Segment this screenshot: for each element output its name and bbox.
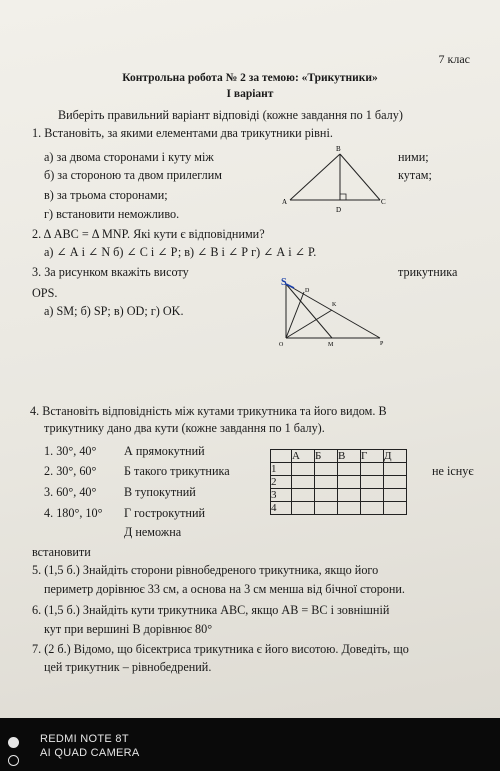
q7-line2: цей трикутник – рівнобедрений. bbox=[44, 660, 212, 674]
answer-cell[interactable] bbox=[361, 463, 384, 476]
grade-label: 7 клас bbox=[438, 52, 470, 66]
q3-options: а) SM; б) SP; в) OD; г) OK. bbox=[44, 304, 184, 318]
q1-option-b: б) за стороною та двом прилеглим bbox=[44, 168, 222, 182]
variant-label: І варіант bbox=[226, 88, 274, 100]
q4-type-a: А прямокутний bbox=[124, 444, 205, 458]
answer-cell[interactable] bbox=[384, 463, 407, 476]
table-corner-cell bbox=[271, 450, 292, 463]
test-title: Контрольна робота № 2 за темою: «Трикутники» bbox=[122, 72, 378, 84]
q1-triangle-figure bbox=[280, 142, 390, 220]
answer-cell[interactable] bbox=[361, 476, 384, 489]
answer-cell[interactable] bbox=[384, 502, 407, 515]
answer-cell[interactable] bbox=[315, 489, 338, 502]
q3-triangle-name: OPS. bbox=[32, 286, 58, 300]
answer-cell[interactable] bbox=[292, 502, 315, 515]
q4-question-line2: трикутнику дано два кути (кожне завдання по 1 балу). bbox=[44, 421, 325, 435]
answer-cell[interactable] bbox=[338, 463, 361, 476]
table-row-label: 2 bbox=[271, 476, 292, 489]
q2-options: а) ∠ А і ∠ N б) ∠ С і ∠ Р; в) ∠ В і ∠ Р г) ∠ А і ∠ Р. bbox=[44, 245, 317, 259]
q1-option-a-tail: ними; bbox=[398, 150, 429, 164]
q1-question: 1. Встановіть, за якими елементами два трикутники рівні. bbox=[32, 126, 333, 140]
q4-angles-1: 1. 30°, 40° bbox=[44, 444, 97, 458]
answer-cell[interactable] bbox=[338, 476, 361, 489]
q4-type-d-tail: встановити bbox=[32, 545, 91, 559]
table-row bbox=[271, 489, 407, 502]
answer-cell[interactable] bbox=[361, 502, 384, 515]
q4-type-d: Д неможна bbox=[124, 525, 182, 539]
q2-question: 2. Δ АВС = Δ MNP. Які кути є відповідними? bbox=[32, 227, 265, 241]
q4-question-line1: 4. Встановіть відповідність між кутами трикутника та його видом. В bbox=[30, 404, 387, 418]
answer-cell[interactable] bbox=[361, 489, 384, 502]
camera-lens-icon bbox=[8, 735, 21, 771]
answer-cell[interactable] bbox=[292, 489, 315, 502]
q7-line1: 7. (2 б.) Відомо, що бісектриса трикутника є його висотою. Доведіть, що bbox=[32, 642, 409, 656]
answer-cell[interactable] bbox=[292, 463, 315, 476]
q4-angles-3: 3. 60°, 40° bbox=[44, 485, 97, 499]
watermark-camera: AI QUAD CAMERA bbox=[40, 747, 140, 759]
table-header-b: Б bbox=[315, 450, 338, 463]
table-row bbox=[271, 502, 407, 515]
q1-label-b: В bbox=[336, 145, 341, 153]
table-header-v: В bbox=[338, 450, 361, 463]
answer-matching-table bbox=[270, 449, 407, 515]
table-header-row bbox=[271, 450, 407, 463]
table-header-a: А bbox=[292, 450, 315, 463]
q3-label-o: O bbox=[279, 342, 284, 348]
q3-question-tail: трикутника bbox=[398, 265, 458, 279]
table-row-label: 1 bbox=[271, 463, 292, 476]
answer-cell[interactable] bbox=[315, 502, 338, 515]
q3-question: 3. За рисунком вкажіть висоту bbox=[32, 265, 189, 279]
q4-angles-2: 2. 30°, 60° bbox=[44, 464, 97, 478]
q3-triangle-figure bbox=[272, 276, 392, 348]
q4-type-g: Г гострокутний bbox=[124, 506, 205, 520]
q3-label-d: D bbox=[305, 288, 310, 294]
q3-label-k: K bbox=[332, 302, 337, 308]
answer-cell[interactable] bbox=[315, 476, 338, 489]
q4-angles-4: 4. 180°, 10° bbox=[44, 506, 103, 520]
answer-cell[interactable] bbox=[338, 502, 361, 515]
q1-option-c: в) за трьома сторонами; bbox=[44, 188, 168, 202]
q3-label-p: P bbox=[380, 341, 384, 347]
q4-type-c: В тупокутний bbox=[124, 485, 196, 499]
answer-cell[interactable] bbox=[384, 489, 407, 502]
q1-option-d: г) встановити неможливо. bbox=[44, 207, 180, 221]
q1-option-b-tail: кутам; bbox=[398, 168, 432, 182]
q5-line1: 5. (1,5 б.) Знайдіть сторони рівнобедреного трикутника, якщо його bbox=[32, 563, 379, 577]
table-row bbox=[271, 476, 407, 489]
instruction-text: Виберіть правильний варіант відповіді (кожне завдання по 1 балу) bbox=[58, 108, 403, 122]
table-row-label: 3 bbox=[271, 489, 292, 502]
q4-type-b: Б такого трикутника bbox=[124, 464, 230, 478]
table-row-label: 4 bbox=[271, 502, 292, 515]
q3-label-s: S bbox=[281, 277, 287, 288]
table-header-g: Г bbox=[361, 450, 384, 463]
q1-option-a: а) за двома сторонами і куту між bbox=[44, 150, 214, 164]
table-header-d: Д bbox=[384, 450, 407, 463]
answer-cell[interactable] bbox=[338, 489, 361, 502]
answer-cell[interactable] bbox=[315, 463, 338, 476]
q5-line2: периметр дорівнює 33 см, а основа на 3 см менша від бічної сторони. bbox=[44, 582, 405, 596]
answer-cell[interactable] bbox=[384, 476, 407, 489]
q4-type-b-tail: не існує bbox=[432, 464, 474, 478]
watermark-device: REDMI NOTE 8T bbox=[40, 733, 129, 745]
q1-label-d: D bbox=[336, 206, 342, 214]
q1-label-a: А bbox=[282, 198, 288, 206]
q6-line1: 6. (1,5 б.) Знайдіть кути трикутника АВС, якщо АВ = ВС і зовнішній bbox=[32, 603, 390, 617]
q3-label-m: M bbox=[328, 342, 334, 348]
q1-label-c: С bbox=[381, 198, 386, 206]
q6-line2: кут при вершині В дорівнює 80° bbox=[44, 622, 213, 636]
answer-cell[interactable] bbox=[292, 476, 315, 489]
table-row bbox=[271, 463, 407, 476]
